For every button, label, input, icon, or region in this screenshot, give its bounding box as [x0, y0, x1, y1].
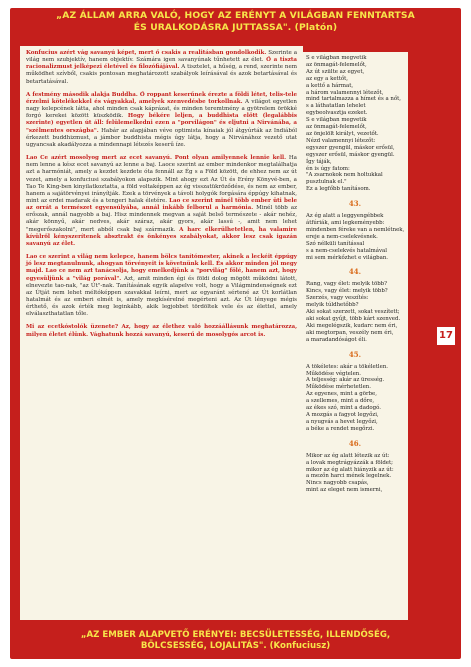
verse-line: Aki sokat szerzett, sokat veszített; [306, 309, 400, 316]
highlighted-text: Konfucius azért vág savanyú képet, mert ő csakis a realitásban gondolkodik. [26, 50, 267, 56]
verse-block [306, 364, 404, 433]
verse-block [306, 213, 404, 261]
article-paragraph [26, 254, 297, 318]
verse-line: melyik túldhetőbb? [306, 302, 359, 309]
verse-line: Működése végtelen. [306, 370, 361, 377]
verse-line: mind tartalmazza a hímet és a nőt, [306, 96, 401, 103]
highlighted-text: Lao ce szerint minél több ember üti bele az orrát a természet egyensúlyába, annál inkább felborul a harmónia. [26, 197, 297, 212]
verse-line: "A zsarnokok nem holtukkal [306, 172, 383, 179]
verse-line: a lovak megtrágyázzák a földet; [306, 459, 393, 466]
verse-line: pusztulnak el." [306, 179, 347, 186]
verse-line: egyszer gyengül, máskor erősül, [306, 144, 395, 151]
verse-line: az egy a kettőt, [306, 75, 349, 82]
verse-line: a maradandóságot éli. [306, 336, 367, 343]
verse-block [306, 281, 404, 343]
verse-line: s a nem-cselekvés hatalmával [306, 247, 387, 254]
verse-line: az önmagát-felemelőt, [306, 124, 367, 131]
verse-number: 44. [348, 267, 362, 277]
verse-line: a béke a rendet megőrzi. [306, 425, 375, 432]
verse-line: a három valamennyi létezőt, [306, 89, 384, 96]
verse-line: A tökéletes: akár a tökéletlen. [306, 363, 389, 370]
article-paragraph [26, 155, 297, 248]
verse-line: ereje a nem-cselekvésnek. [306, 233, 378, 240]
verse-column [302, 52, 408, 620]
verse-line: A teljesség: akár az üresség. [306, 377, 385, 384]
body-text: A világot egyetlen nagy kelepcének látta, ahol minden csak káprázat, és minden teremtmény a gyötrelem örökké forgó kerekei között küszködik. [26, 98, 297, 120]
verse-line: Működése mérhetetlen. [306, 384, 371, 391]
verse-line: Kincs, vagy élet: melyik több? [306, 288, 388, 295]
footer-line-2: BÖLCSESSÉG, LOJALITÁS". (Konfuciusz) [140, 640, 331, 651]
verse-block [306, 55, 404, 193]
highlighted-text: A harc elkerülhetetlen, ha valamire kívülről kényszerítenek absztrakt és önkényes szabályokat, akkor lesz csak igazán savanyú az élet. [26, 226, 297, 247]
highlighted-text: Lao Ce azért mosolyog mert az ecet savanyú. Pont olyan amilyennek lennie kell. [26, 155, 287, 162]
verse-line: A mozgás a fagyot legyőzi, [306, 411, 379, 418]
verse-line: Az egyenes, mint a görbe, [306, 391, 377, 398]
verse-line: Szerzés, vagy veszítés: [306, 295, 369, 302]
body-text: Minél több az erőszak, annál nagyobb a baj. Hisz mindennek megvan a saját belső természete - akár nehéz, akár könnyű, akár nedves, akár száraz, akár gyors, akár lassú -, amit nem lehet "megerőszakolni", mert abból csak baj származik. [26, 205, 298, 233]
verse-line: S e világban megvetik [306, 55, 367, 61]
verse-line: én is úgy fatom: [306, 165, 350, 172]
verse-line: a kettő a hármat, [306, 82, 354, 89]
article-paragraph [26, 50, 297, 86]
verse-line: mint az eleget nem ismerni, [306, 487, 383, 494]
verse-number: 45. [348, 349, 362, 359]
verse-line: aki megtorpan, veszély nem éri, [306, 329, 394, 336]
body-text: Ha nem lenne a kész ecet savanyú az lenne a baj. Laoce szerint az ember mindenkor megtalálhatja azt a harmóniát, amely a kezdet kezdete óta fennáll az Ég s a Föld között, de ehhez nem az út vezet, amely a konfuciusi szabályokon alapszik. Mint ahogy ezt Az Út és Erény Könyvé-ben, a Tao Te King-ben kinyilatkoztatta, a föld voltaképpen az ég visszatükröződése, és nem az ember, hanem a sajátörvényei irányítják. Ezek a törvények a távoli holygók forgására éppúgy kihatnak, mint az erdei madarak és a tengeri halak életére. [26, 155, 297, 204]
page-number: 17 [439, 330, 453, 341]
page-footer-quote [10, 630, 461, 651]
verse-line: Szó nélküli tanítással [306, 240, 365, 247]
highlighted-text: Hogy békére leljen, a buddhista előtt (legalábbis szerinte) egyetlen út áll: felülemelkedni ezen a "porvilágon" és eljutni a Nirvánába, a "szélmentes országba". [26, 113, 297, 134]
verse-line: mikor az ég alatt hiányzik az út: [306, 466, 394, 473]
verse-number: 43. [348, 199, 362, 209]
verse-line: Így táják, [306, 158, 332, 165]
highlighted-text: Lao ce szerint a világ nem kelepce, hanem bölcs tanítómester, akinek a leckéit éppúgy jó lesz megtanulnunk, ahogyan törvényeit is követnünk kell. És akkor minden jól megy majd. Lao ce nem azt tanácsolja, hogy emelkedjünk a "porvilág" fölé, hanem azt, hogy egyesüljünk a "világ porával". [26, 254, 297, 282]
footer-line-1: „AZ EMBER ALAPVETŐ ERÉNYEI: BECSÜLETESSÉG, ILLENDŐSÉG, [80, 630, 391, 640]
verse-line: Az út szülte az egyet, [306, 68, 365, 75]
verse-line: egyszer erősül, máskor gyengül. [306, 151, 395, 158]
verse-line: Az ég alatt a leggyengébbek [306, 213, 384, 220]
body-text: Habár az alapjában véve optimista kínaiak jól átgyúrták az Indiából érkezett buddhizmust, a jámbor buddhista mégis úgy látja, hogy a Nirvánához vezető utat ugyancsak akadályozza a mindennapi létezés keserű íze. [26, 127, 297, 148]
verse-line: S e világban megvetik [306, 117, 367, 124]
verse-line: s a láthatatlan lehelet [306, 103, 366, 110]
main-text-column [20, 46, 303, 620]
body-text: Szerinte a világ nem szubjektív, hanem objektív. Számára igen savanyúnak tűnhetett az élet. [26, 50, 297, 64]
verse-line: aki sokat gyűjt, több kárt szenved. [306, 316, 401, 322]
highlighted-text: A festmény második alakja Buddha. Ő roppant keserűnek érezte a földi létet, telis-tele érzelmi kötelékekkel és vágyakkal, amelyek szenvedésbe torkollnak. [26, 91, 297, 105]
header-line-1: „AZ ÁLLAM ARRA VALÓ, HOGY AZ ERÉNYT A VILÁGBAN FENNTARTSA [56, 10, 415, 21]
body-text: A tisztelet, a hűség, a rend, szerinte nem működhet szívből, csakis pontosan meghatározott szabályok leírásával és azok betartásával és betartatásával. [26, 64, 297, 85]
verse-line: Aki megelégszik, kudarc nem éri, [306, 322, 398, 329]
verse-line: Nincs nagyobb csapás, [306, 480, 369, 487]
article-paragraph [26, 92, 297, 149]
highlighted-text: Ő a tiszta racionalizmust jelképezi életével és filozófiájával. [26, 57, 297, 71]
verse-line: Rang, vagy élet: melyik több? [306, 281, 387, 288]
page-header-quote [10, 10, 461, 33]
verse-line: a nyugvás a hevet legyőzi, [306, 418, 378, 425]
body-text: Azt, amit minden égi és földi dolog mögött működni látott, elnevezte tao-nak, "az Út"-nak. Tanításának egyik alapelve volt, hogy a Világmindenségnek ezt az Útját nem lehet méltóképpen szavakkal leírni, mert az egyaránt sértené az Út korlátlan hatalmát és az emberi elmét is, amely megkísérelné megérteni azt. Az Út lényege mégis érthető, és azok érték meg leginkább, akik legjobbet tördöltek vele és az élettel, amely elválaszthatatlan tőle. [26, 275, 297, 318]
header-line-2: ÉS URALKODÁSRA JUTTASSA". (Platón) [133, 21, 338, 33]
verse-block [306, 453, 404, 494]
verse-line: Mikor az ég alatt létezik az út: [306, 452, 390, 459]
page-number-box [436, 326, 456, 346]
verse-line: a szellemes, mint a dőre, [306, 398, 375, 405]
verse-line: Ez a legfőbb tanításom. [306, 186, 371, 193]
article-paragraph [26, 324, 297, 338]
verse-line: átfúriák, ami legkeményebb: [306, 220, 385, 227]
verse-line: a mezőn harci mének legelnek. [306, 473, 392, 480]
verse-line: egybeolvasztja ezeket. [306, 110, 368, 117]
verse-line: mindenben féreke van a nemlétnek, [306, 226, 405, 233]
verse-line: Nézd valamennyi létezőt: [306, 137, 376, 144]
verse-line: az önjelölt királyt, vezetőt. [306, 130, 379, 137]
verse-number: 46. [348, 438, 362, 448]
highlighted-text: Mi az ecetkóstolók üzenete? Az, hogy az élethez való hozzáállásunk meghatározza, milyen életet élünk. Vághatunk hozzá savanyú, keserű de mosolygós arcot is. [26, 324, 297, 338]
verse-line: mi sem mérkőzhet e világban. [306, 254, 389, 261]
verse-line: az ékes szó, mint a dadogó. [306, 405, 381, 412]
verse-line: az önmagát-felemelőt, [306, 61, 367, 68]
